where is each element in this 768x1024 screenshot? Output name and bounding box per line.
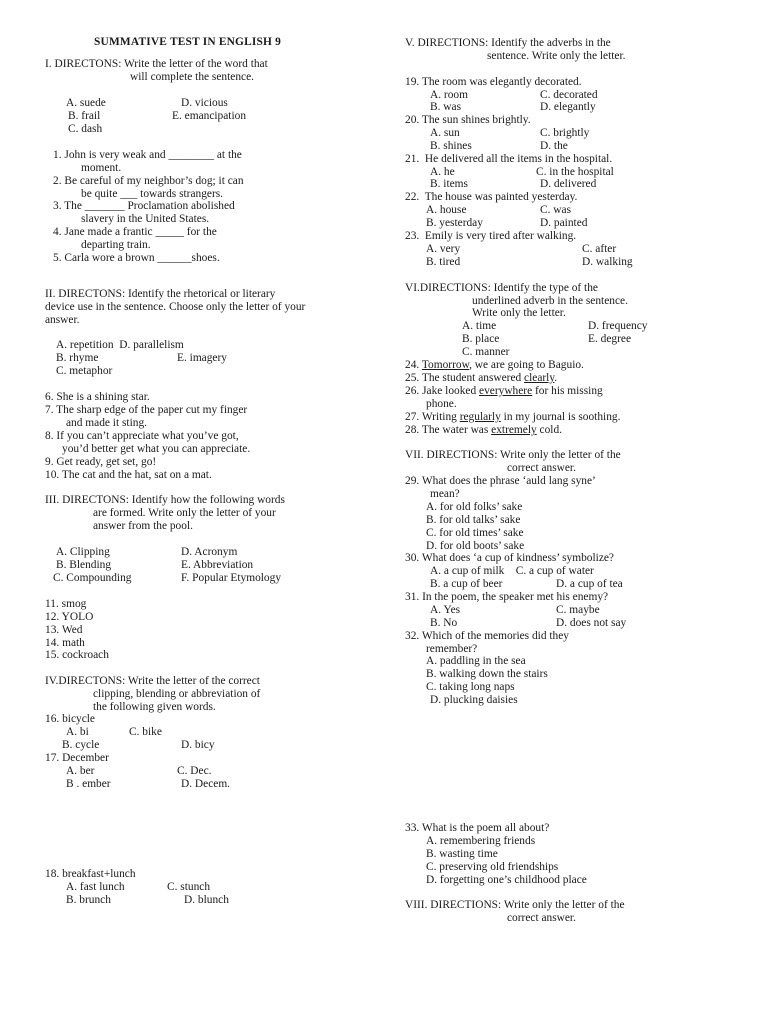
line-text: C. decorated xyxy=(540,89,598,101)
text-line xyxy=(430,488,460,501)
text-line xyxy=(426,514,520,527)
text-line xyxy=(462,320,496,333)
line-text: 27. Writing xyxy=(405,411,460,423)
text-line xyxy=(66,97,106,110)
line-text: V. DIRECTIONS: Identify the adverbs in the xyxy=(405,37,611,49)
text-line xyxy=(540,101,596,114)
line-text-rest: for his missing xyxy=(532,385,603,397)
line-text: A. Yes xyxy=(430,604,461,616)
text-line xyxy=(405,191,577,204)
text-line xyxy=(45,391,150,404)
text-line xyxy=(556,617,626,630)
text-line xyxy=(45,752,109,765)
text-line xyxy=(507,462,576,475)
line-text: 13. Wed xyxy=(45,624,83,636)
line-text: Write only the letter. xyxy=(472,307,566,319)
line-text: D. elegantly xyxy=(540,101,596,113)
line-text: E. imagery xyxy=(177,352,227,364)
line-text: D. walking xyxy=(582,256,633,268)
text-line xyxy=(430,101,461,114)
line-text: D. Acronym xyxy=(181,546,238,558)
text-line xyxy=(181,778,230,791)
text-line xyxy=(405,385,603,398)
line-text: B. walking down the stairs xyxy=(426,668,548,680)
line-text: 14. math xyxy=(45,637,85,649)
line-text: sentence. Write only the letter. xyxy=(487,50,626,62)
text-line xyxy=(405,282,598,295)
line-text: C. for old times’ sake xyxy=(426,527,524,539)
text-line xyxy=(462,333,499,346)
text-line xyxy=(66,894,111,907)
line-text: D. a cup of tea xyxy=(556,578,623,590)
line-text: will complete the sentence. xyxy=(130,71,254,83)
line-text: 6. She is a shining star. xyxy=(45,391,150,403)
line-text: 12. YOLO xyxy=(45,611,94,623)
line-text: the following given words. xyxy=(93,701,216,713)
line-text: 3. The _______ Proclamation abolished xyxy=(53,200,235,212)
text-line xyxy=(426,848,498,861)
line-text: A. time xyxy=(462,320,497,332)
line-text: C. bike xyxy=(129,726,162,738)
text-line xyxy=(53,572,131,585)
text-line xyxy=(66,726,89,739)
text-line xyxy=(45,469,212,482)
line-text: clipping, blending or abbreviation of xyxy=(93,688,261,700)
text-line xyxy=(405,76,582,89)
text-line xyxy=(405,899,625,912)
text-line xyxy=(426,527,524,540)
text-line xyxy=(507,912,576,925)
line-text: 25. The student answered xyxy=(405,372,525,384)
text-line xyxy=(430,604,460,617)
text-line xyxy=(53,200,235,213)
line-text: B. for old talks’ sake xyxy=(426,514,521,526)
line-text: C. manner xyxy=(462,346,510,358)
text-line xyxy=(405,359,584,372)
line-text: 5. Carla wore a brown ______shoes. xyxy=(53,252,220,264)
line-text: you’d better get what you can appreciate. xyxy=(62,443,251,455)
text-line xyxy=(53,149,242,162)
text-line xyxy=(472,307,566,320)
line-text: C. was xyxy=(540,204,572,216)
text-line xyxy=(405,411,620,424)
line-text: answer from the pool. xyxy=(93,520,193,532)
line-text: 16. bicycle xyxy=(45,713,95,725)
line-text: 32. Which of the memories did they xyxy=(405,630,569,642)
line-text: B. place xyxy=(462,333,500,345)
line-text: 19. The room was elegantly decorated. xyxy=(405,76,582,88)
line-text: 31. In the poem, the speaker met his enemy? xyxy=(405,591,609,603)
line-text: A. house xyxy=(426,204,467,216)
text-line xyxy=(556,604,600,617)
line-text: C. after xyxy=(582,243,617,255)
page-title: SUMMATIVE TEST IN ENGLISH 9 xyxy=(94,36,282,48)
line-text: 21. He delivered all the items in the hospital. xyxy=(405,153,613,165)
text-line xyxy=(181,97,228,110)
line-text: device use in the sentence. Choose only the letter of your xyxy=(45,301,306,313)
line-text: B. tired xyxy=(426,256,461,268)
text-line xyxy=(81,162,121,175)
text-line xyxy=(540,140,568,153)
text-line xyxy=(582,256,633,269)
line-text-rest: , we are going to Baguio. xyxy=(469,359,584,371)
text-line xyxy=(426,501,522,514)
text-line xyxy=(582,243,616,256)
line-text: A. Clipping xyxy=(56,546,110,558)
line-text: D. painted xyxy=(540,217,588,229)
text-line xyxy=(426,217,483,230)
text-line xyxy=(181,559,253,572)
text-line xyxy=(430,140,472,153)
text-line xyxy=(45,301,305,314)
text-line xyxy=(181,546,237,559)
line-text: C. metaphor xyxy=(56,365,113,377)
text-line xyxy=(430,127,460,140)
text-line xyxy=(426,874,587,887)
line-text: D. frequency xyxy=(588,320,648,332)
text-line xyxy=(426,668,548,681)
line-text: 4. Jane made a frantic _____ for the xyxy=(53,226,217,238)
line-text: moment. xyxy=(81,162,122,174)
text-line xyxy=(405,424,562,437)
text-line xyxy=(45,611,93,624)
line-text: 7. The sharp edge of the paper cut my finger xyxy=(45,404,248,416)
text-line xyxy=(184,894,229,907)
line-text: C. maybe xyxy=(556,604,600,616)
line-text: 20. The sun shines brightly. xyxy=(405,114,531,126)
text-line xyxy=(405,822,549,835)
text-line xyxy=(45,598,86,611)
line-text: 22. The house was painted yesterday. xyxy=(405,191,578,203)
underlined-adverb: regularly xyxy=(459,411,501,423)
line-text: 10. The cat and the hat, sat on a mat. xyxy=(45,469,212,481)
line-text: D. forgetting one’s childhood place xyxy=(426,874,587,886)
line-text: 23. Emily is very tired after walking. xyxy=(405,230,577,242)
text-line xyxy=(93,701,216,714)
text-line xyxy=(405,372,557,385)
line-text-rest: cold. xyxy=(536,424,563,436)
line-text: B. No xyxy=(430,617,458,629)
text-line xyxy=(540,217,587,230)
text-line xyxy=(66,765,94,778)
line-text: slavery in the United States. xyxy=(81,213,210,225)
line-text: A. he xyxy=(430,166,455,178)
line-text: B. frail xyxy=(68,110,101,122)
text-line xyxy=(405,230,576,243)
line-text: E. emancipation xyxy=(172,110,247,122)
text-line xyxy=(56,352,98,365)
line-text: B . ember xyxy=(66,778,111,790)
line-text: A. repetition D. parallelism xyxy=(56,339,184,351)
text-line xyxy=(45,314,79,327)
line-text: D. vicious xyxy=(181,97,228,109)
text-line xyxy=(430,578,502,591)
text-line xyxy=(426,243,460,256)
text-line xyxy=(405,552,614,565)
text-line xyxy=(588,320,647,333)
text-line xyxy=(53,252,220,265)
text-line xyxy=(430,178,468,191)
underlined-adverb: clearly xyxy=(524,372,555,384)
line-text: C. stunch xyxy=(167,881,211,893)
text-line xyxy=(56,365,112,378)
text-line xyxy=(62,443,250,456)
line-text: B. rhyme xyxy=(56,352,99,364)
text-line xyxy=(405,630,569,643)
line-text: B. items xyxy=(430,178,468,190)
text-line xyxy=(181,739,215,752)
line-text: answer. xyxy=(45,314,80,326)
line-text: B. a cup of beer xyxy=(430,578,503,590)
line-text: 30. What does ‘a cup of kindness’ symbolize? xyxy=(405,552,614,564)
text-line xyxy=(405,153,612,166)
line-text: 8. If you can’t appreciate what you’ve got, xyxy=(45,430,239,442)
text-line xyxy=(93,520,193,533)
line-text: C. Compounding xyxy=(53,572,132,584)
line-text: departing train. xyxy=(81,239,151,251)
text-line xyxy=(45,649,109,662)
text-line xyxy=(405,114,531,127)
line-text: 18. breakfast+lunch xyxy=(45,868,136,880)
text-line xyxy=(45,868,136,881)
text-line xyxy=(45,430,239,443)
text-line xyxy=(556,578,623,591)
line-text: VII. DIRECTIONS: Write only the letter of the xyxy=(405,449,621,461)
text-line xyxy=(405,37,611,50)
line-text: A. room xyxy=(430,89,468,101)
text-line xyxy=(130,71,254,84)
text-line xyxy=(426,256,460,269)
line-text: and made it sting. xyxy=(66,417,147,429)
text-line xyxy=(426,655,526,668)
text-line xyxy=(430,617,457,630)
line-text: A. paddling in the sea xyxy=(426,655,526,667)
line-text: 29. What does the phrase ‘auld lang syne’ xyxy=(405,475,596,487)
text-line xyxy=(172,110,246,123)
text-line xyxy=(45,404,247,417)
line-text: 28. The water was xyxy=(405,424,492,436)
text-line xyxy=(487,50,626,63)
text-line xyxy=(45,456,156,469)
text-line xyxy=(93,507,276,520)
line-text: mean? xyxy=(430,488,460,500)
line-text: underlined adverb in the sentence. xyxy=(472,295,628,307)
line-text: C. Dec. xyxy=(177,765,212,777)
text-line xyxy=(56,559,111,572)
text-line xyxy=(426,398,457,411)
line-text: C. dash xyxy=(68,123,103,135)
text-line xyxy=(177,352,227,365)
line-text: B. was xyxy=(430,101,462,113)
line-text: 2. Be careful of my neighbor’s dog; it can xyxy=(53,175,244,187)
text-line xyxy=(462,346,509,359)
line-text: remember? xyxy=(426,643,478,655)
text-line xyxy=(45,675,260,688)
text-line xyxy=(53,175,244,188)
line-text: A. fast lunch xyxy=(66,881,125,893)
line-text: F. Popular Etymology xyxy=(181,572,282,584)
text-line xyxy=(540,178,596,191)
line-text: I. DIRECTONS: Write the letter of the word that xyxy=(45,58,268,70)
line-text: A. very xyxy=(426,243,461,255)
text-line xyxy=(68,110,100,123)
text-line xyxy=(62,739,99,752)
text-line xyxy=(45,713,95,726)
line-text: 17. December xyxy=(45,752,109,764)
line-text: D. for old boots’ sake xyxy=(426,540,525,552)
line-text: correct answer. xyxy=(507,462,576,474)
text-line xyxy=(426,681,515,694)
text-line xyxy=(405,475,596,488)
text-line xyxy=(81,213,209,226)
text-line xyxy=(66,778,111,791)
line-text: A. bi xyxy=(66,726,89,738)
line-text: C. brightly xyxy=(540,127,590,139)
line-text: D. blunch xyxy=(184,894,229,906)
line-text: D. the xyxy=(540,140,568,152)
line-text: C. in the hospital xyxy=(536,166,614,178)
text-line xyxy=(426,204,467,217)
text-line xyxy=(56,339,184,352)
line-text: III. DIRECTONS: Identify how the following words xyxy=(45,494,285,506)
text-line xyxy=(405,449,621,462)
text-line xyxy=(430,565,594,578)
line-text: 26. Jake looked xyxy=(405,385,480,397)
line-text: D. delivered xyxy=(540,178,597,190)
line-text: B. yesterday xyxy=(426,217,483,229)
text-line xyxy=(540,127,589,140)
line-text: IV.DIRECTONS: Write the letter of the correct xyxy=(45,675,260,687)
text-line xyxy=(53,226,217,239)
text-line xyxy=(68,123,102,136)
text-line xyxy=(45,58,268,71)
line-text: VIII. DIRECTIONS: Write only the letter of the xyxy=(405,899,625,911)
line-text: B. brunch xyxy=(66,894,111,906)
line-text: II. DIRECTONS: Identify the rhetorical or literary xyxy=(45,288,276,300)
line-text: C. preserving old friendships xyxy=(426,861,559,873)
line-text: correct answer. xyxy=(507,912,576,924)
text-line xyxy=(66,417,147,430)
line-text: 33. What is the poem all about? xyxy=(405,822,550,834)
text-line xyxy=(45,288,275,301)
line-text: A. sun xyxy=(430,127,460,139)
text-line xyxy=(93,688,260,701)
text-line xyxy=(129,726,162,739)
text-line xyxy=(430,694,518,707)
line-text: B. cycle xyxy=(62,739,100,751)
line-text: A. suede xyxy=(66,97,106,109)
text-line xyxy=(588,333,631,346)
line-text: D. plucking daisies xyxy=(430,694,518,706)
line-text: 1. John is very weak and ________ at the xyxy=(53,149,242,161)
text-line xyxy=(66,881,125,894)
text-line xyxy=(426,835,535,848)
line-text: A. for old folks’ sake xyxy=(426,501,523,513)
line-text-rest: . xyxy=(554,372,558,384)
line-text: are formed. Write only the letter of your xyxy=(93,507,276,519)
text-line xyxy=(81,239,151,252)
text-line xyxy=(167,881,210,894)
line-text: phone. xyxy=(426,398,457,410)
line-text: 9. Get ready, get set, go! xyxy=(45,456,157,468)
text-line xyxy=(426,861,558,874)
underlined-adverb: Tomorrow xyxy=(421,359,470,371)
text-line xyxy=(45,624,82,637)
text-line xyxy=(177,765,211,778)
line-text: D. bicy xyxy=(181,739,215,751)
line-text: C. taking long naps xyxy=(426,681,515,693)
line-text: 11. smog xyxy=(45,598,87,610)
text-line xyxy=(405,591,608,604)
text-line xyxy=(56,546,110,559)
line-text: A. ber xyxy=(66,765,95,777)
line-text: A. remembering friends xyxy=(426,835,536,847)
line-text: D. Decem. xyxy=(181,778,231,790)
text-line xyxy=(181,572,281,585)
line-text: A. a cup of milk C. a cup of water xyxy=(430,565,594,577)
line-text-rest: in my journal is soothing. xyxy=(500,411,621,423)
text-line xyxy=(540,204,571,217)
underlined-adverb: extremely xyxy=(491,424,537,436)
line-text: 15. cockroach xyxy=(45,649,109,661)
line-text: D. does not say xyxy=(556,617,627,629)
underlined-adverb: everywhere xyxy=(479,385,533,397)
line-text: VI.DIRECTIONS: Identify the type of the xyxy=(405,282,598,294)
line-text: B. wasting time xyxy=(426,848,498,860)
line-text: E. degree xyxy=(588,333,632,345)
line-text: E. Abbreviation xyxy=(181,559,254,571)
line-text: 24. xyxy=(405,359,422,371)
line-text: B. shines xyxy=(430,140,472,152)
text-line xyxy=(45,494,285,507)
line-text: be quite ___ towards strangers. xyxy=(81,188,224,200)
line-text: B. Blending xyxy=(56,559,112,571)
